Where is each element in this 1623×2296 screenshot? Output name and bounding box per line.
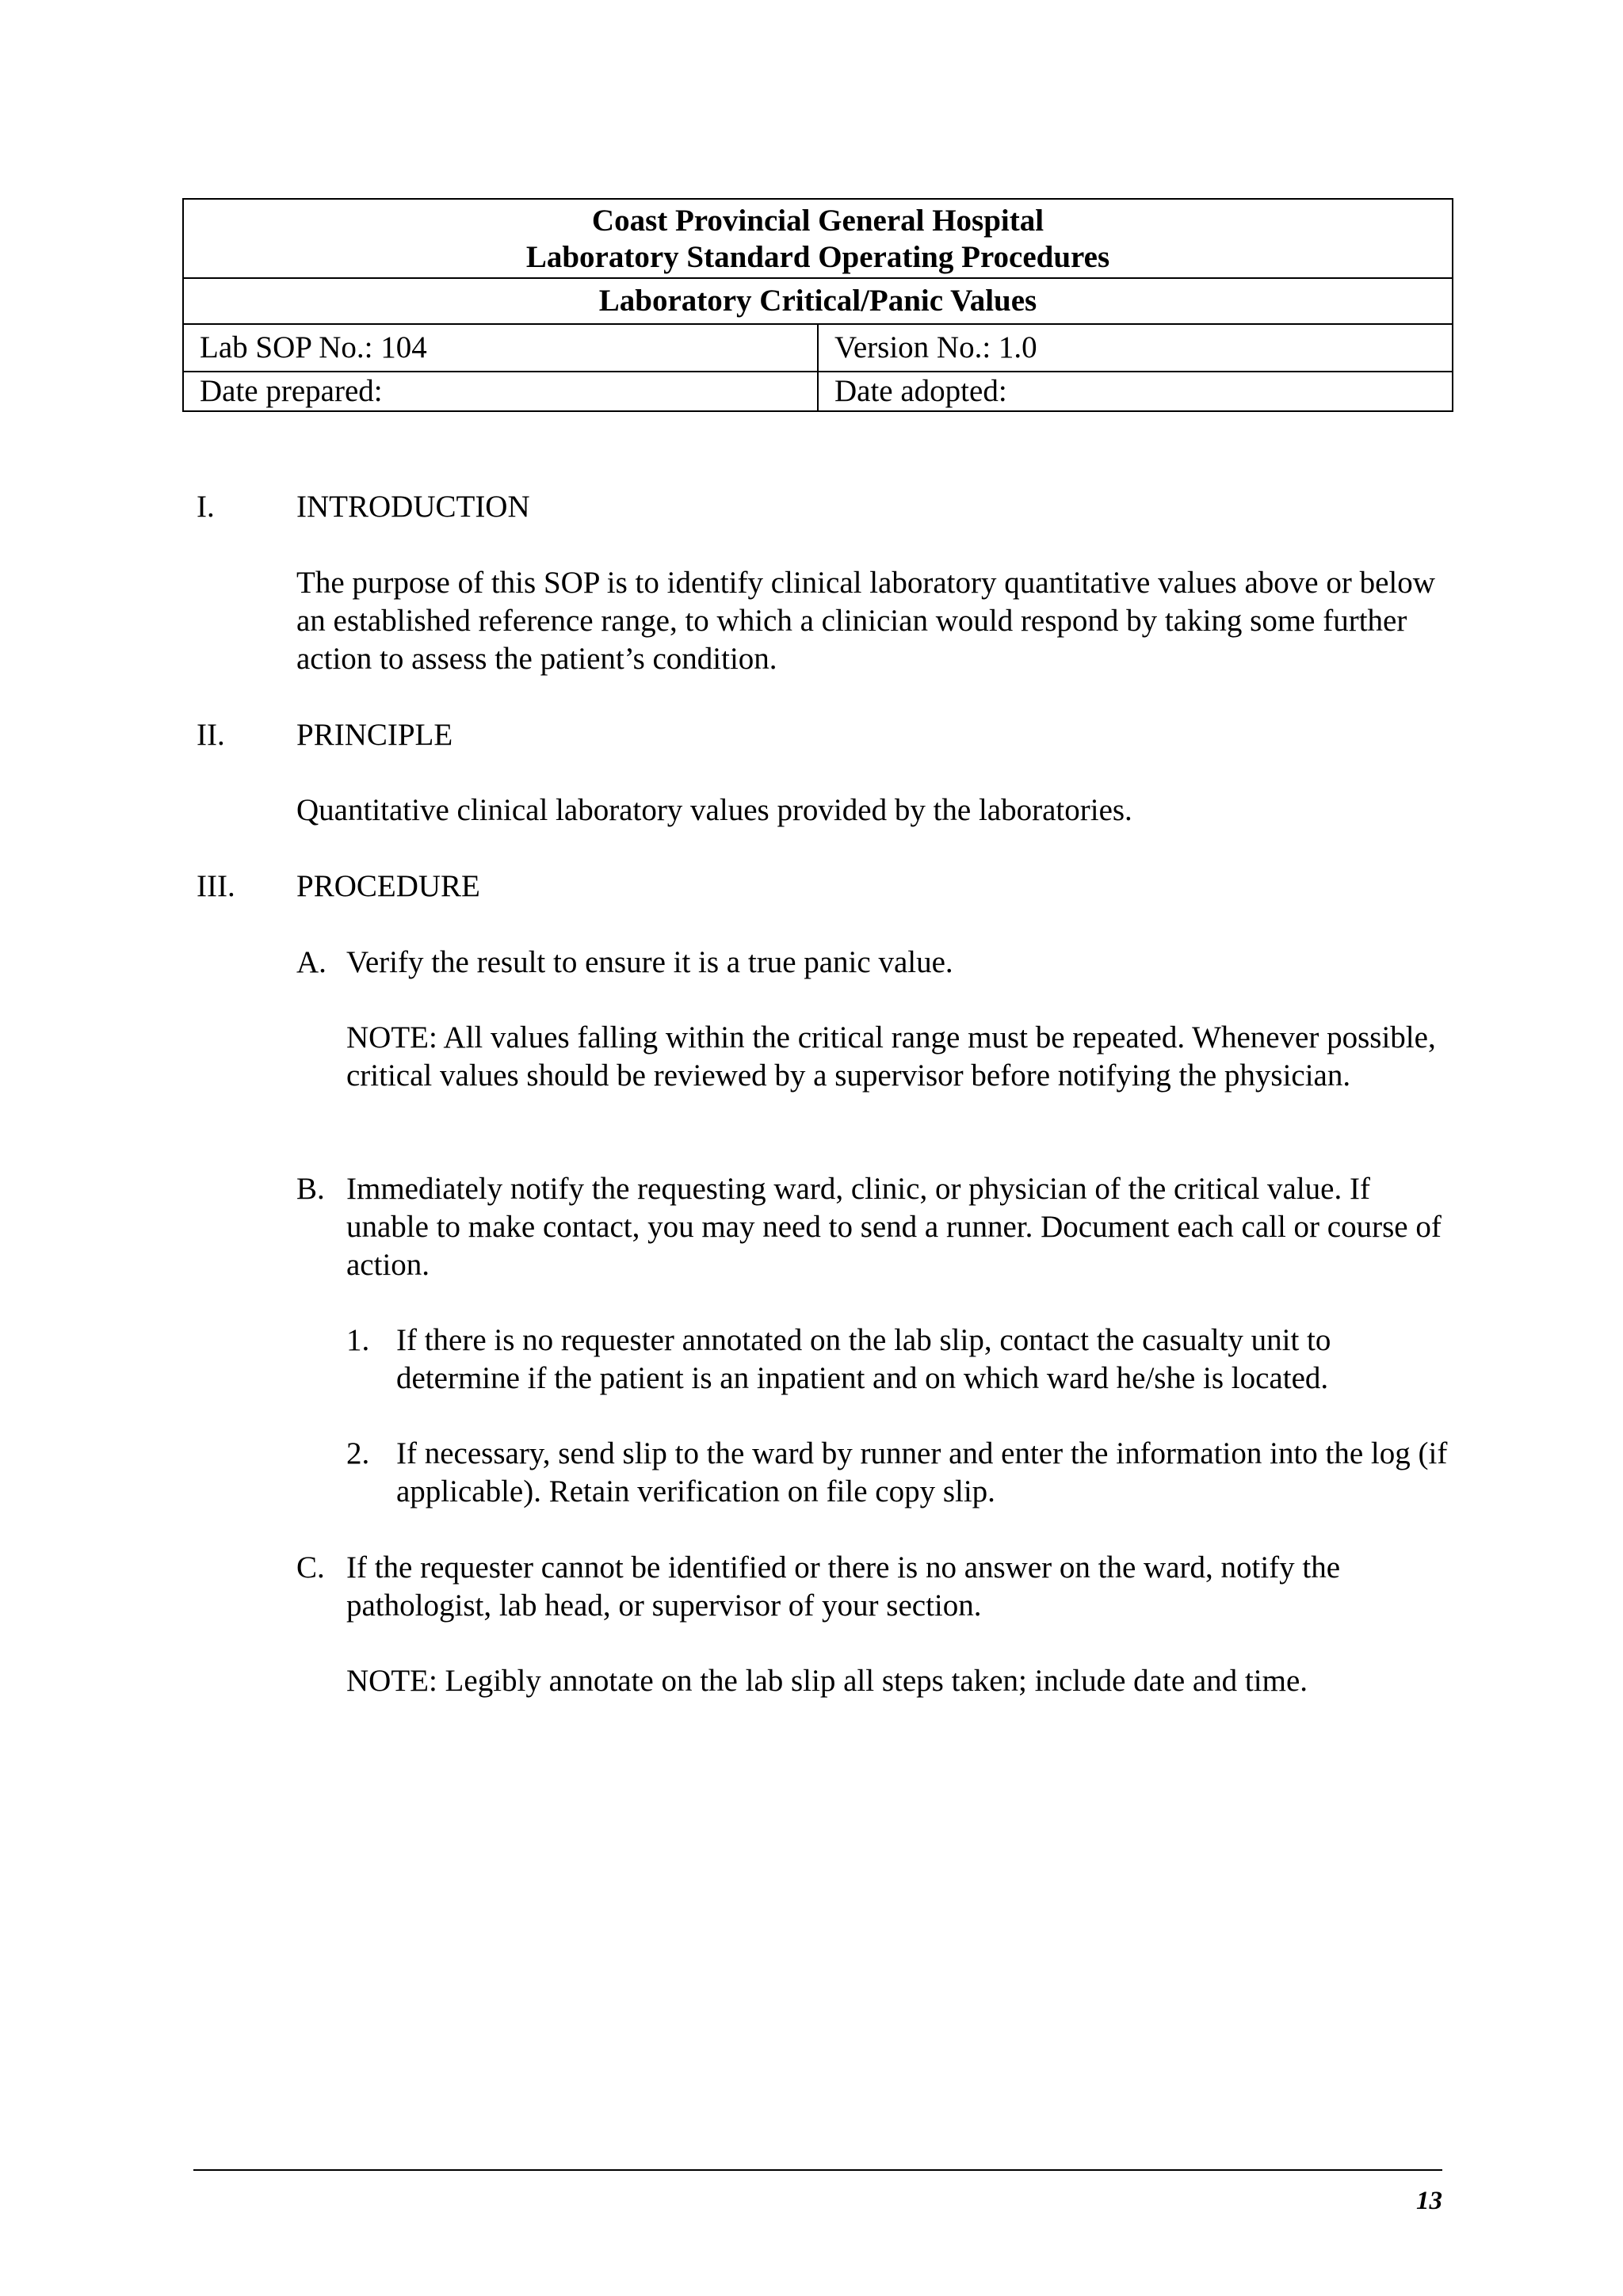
sop-number: Lab SOP No.: 104 <box>183 324 818 372</box>
page-number: 13 <box>1416 2187 1442 2215</box>
sop-header-table <box>182 198 1453 412</box>
hospital-name: Coast Provincial General Hospital <box>591 203 1044 238</box>
date-adopted: Date adopted: <box>818 372 1453 411</box>
section-numeral: I. <box>197 490 215 524</box>
step-text: Verify the result to ensure it is a true panic value. <box>346 945 953 979</box>
principle-paragraph: Quantitative clinical laboratory values provided by the laboratories. <box>296 793 1132 827</box>
substep-text: If there is no requester annotated on the lab slip, contact the casualty unit to determine if the patient is an inpatient and on which ward he/she is located. <box>396 1323 1331 1395</box>
introduction-paragraph: The purpose of this SOP is to identify clinical laboratory quantitative values above or below an established reference range, to which a clinician would respond by taking some further action to assess the patient’s condition. <box>296 566 1435 676</box>
department-name: Laboratory Standard Operating Procedures <box>525 240 1110 274</box>
step-marker: B. <box>296 1172 325 1206</box>
step-text: If the requester cannot be identified or there is no answer on the ward, notify the pathologist, lab head, or supervisor of your section. <box>346 1550 1341 1623</box>
sop-version: Version No.: 1.0 <box>818 324 1453 372</box>
footer-divider <box>193 2169 1442 2171</box>
substep-marker: 2. <box>346 1436 370 1470</box>
date-prepared: Date prepared: <box>183 372 818 411</box>
step-text: Immediately notify the requesting ward, clinic, or physician of the critical value. If unable to make contact, you may need to send a runner. Document each call or course of action. <box>346 1172 1442 1282</box>
header-title-cell <box>183 199 1453 278</box>
procedure-step-a-note: NOTE: All values falling within the critical range must be repeated. Whenever possible, critical values should be reviewed by a supervisor before notifying the physician. <box>346 1020 1436 1093</box>
section-heading: PRINCIPLE <box>296 718 453 752</box>
substep-text: If necessary, send slip to the ward by runner and enter the information into the log (if applicable). Retain verification on file copy slip. <box>396 1436 1448 1508</box>
section-numeral: III. <box>197 869 235 903</box>
sop-subject: Laboratory Critical/Panic Values <box>183 278 1453 324</box>
section-numeral: II. <box>197 718 225 752</box>
section-heading: INTRODUCTION <box>296 490 530 524</box>
procedure-step-c-note: NOTE: Legibly annotate on the lab slip all steps taken; include date and time. <box>346 1664 1308 1698</box>
substep-marker: 1. <box>346 1323 370 1357</box>
step-marker: C. <box>296 1550 325 1585</box>
section-heading: PROCEDURE <box>296 869 480 903</box>
step-marker: A. <box>296 945 327 979</box>
